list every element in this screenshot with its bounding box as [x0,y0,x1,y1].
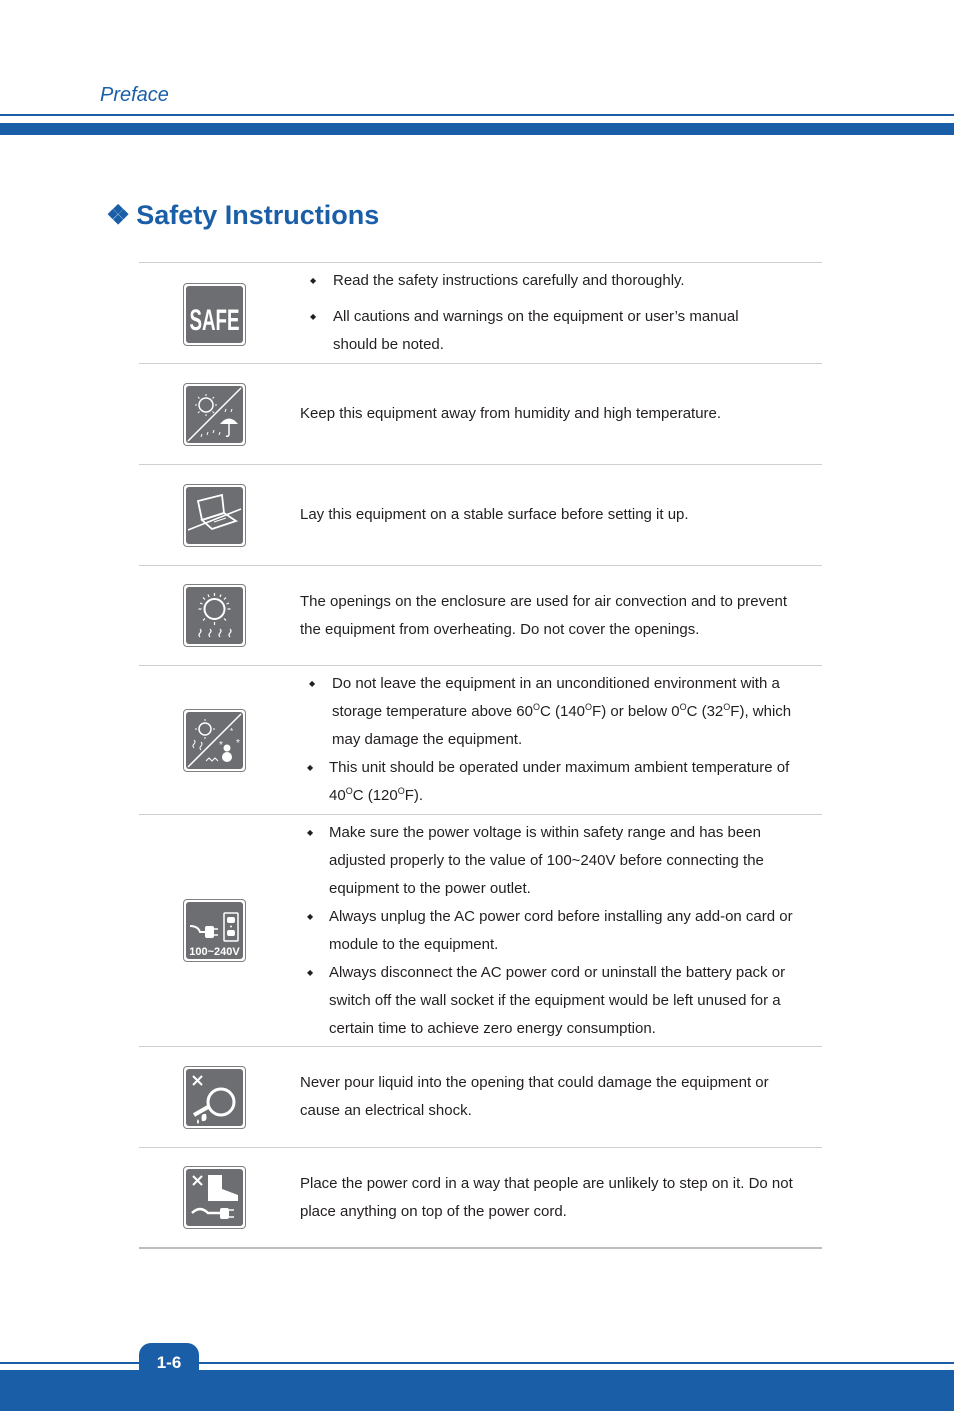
list-item: ◆ Always disconnect the AC power cord or uninstall the battery pack or switch off the wall socket if the equipment would be left unused for a certain time to achieve zero energy consumption. [300,959,814,1043]
section-diamond: ❖ [106,200,131,230]
degree-sup: O [532,702,540,712]
list-item [300,670,814,754]
header-rule [0,114,954,116]
power-cord-placement-icon [183,1166,246,1229]
degree-sup: O [345,786,353,796]
list-item: ◆ Read the safety instructions carefully and thoroughly. [301,267,814,295]
list-item: ◆ All cautions and warnings on the equipment or user’s manual should be noted. [301,303,814,359]
safety-table [139,262,822,1249]
row-text: Place the power cord in a way that people are unlikely to step on it. Do not place anything on top of the power cord. [300,1174,793,1220]
temp-text: F), which may damage the equipment. [332,703,792,748]
degree-sup: O [585,702,593,712]
svg-text:*: * [229,726,233,736]
safety-row [139,1047,822,1148]
safe-icon [183,283,246,346]
safety-row [139,666,822,815]
temp-text: This unit should be operated under maximum ambient temperature of 40 [329,759,790,804]
header-bar [0,123,954,135]
section-title [106,200,379,231]
row-text: Keep this equipment away from humidity and high temperature. [300,405,722,422]
degree-sup: O [679,702,687,712]
temp-text: C (120 [352,787,398,804]
degree-sup: O [397,786,405,796]
list-item: ◆ Make sure the power voltage is within safety range and has been adjusted properly to the value of 100~240V before connecting the equipment to the power outlet. [300,819,814,903]
temp-text: F) or below 0 [592,703,680,720]
row-text: The openings on the enclosure are used for air convection and to prevent the equipment from overheating. Do not cover the openings. [300,592,787,638]
row-text: Lay this equipment on a stable surface before setting it up. [300,506,689,523]
svg-text:*: * [218,739,223,751]
temp-text: C (140 [539,703,586,720]
safety-row [139,815,822,1047]
page-number: 1-6 [139,1343,199,1411]
list-item [300,754,814,810]
safety-row [139,566,822,666]
svg-text:*: * [235,737,240,749]
safety-row [139,465,822,566]
safety-row [139,364,822,465]
temp-text: Do not leave the equipment in an unconditioned environment with a storage temperature above 60 [332,675,780,720]
temp-text: F). [404,787,424,804]
stable-surface-icon [183,484,246,547]
header-label: Preface [100,84,169,106]
temp-text: C (32 [686,703,724,720]
temperature-range-icon [183,709,246,772]
voltage-label: 100~240V [188,946,240,958]
ventilation-icon [183,584,246,647]
humidity-temperature-icon [183,383,246,446]
no-liquid-icon [183,1066,246,1129]
safety-row [139,1148,822,1249]
power-voltage-icon [183,899,246,962]
degree-sup: O [723,702,731,712]
row-text: Never pour liquid into the opening that could damage the equipment or cause an electrical shock. [300,1074,769,1119]
safety-row [139,263,822,364]
svg-text:SAFE: SAFE [189,303,239,337]
section-title-text: Safety Instructions [136,200,380,230]
list-item: ◆ Always unplug the AC power cord before installing any add-on card or module to the equipment. [300,903,814,959]
